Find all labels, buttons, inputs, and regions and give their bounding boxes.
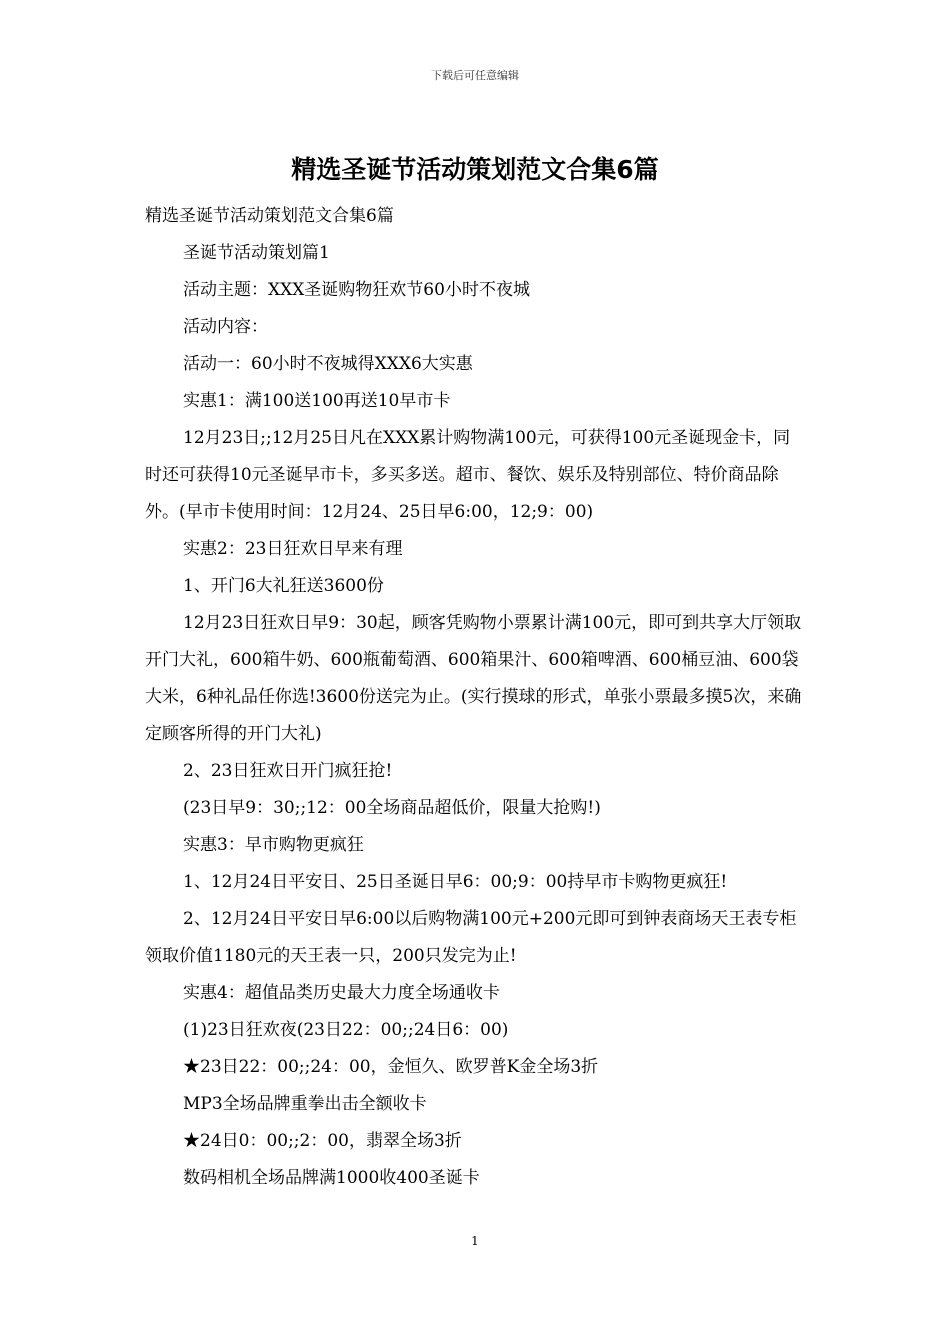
paragraph: 实惠2：23日狂欢日早来有理 [183, 539, 403, 559]
paragraph: 2、23日狂欢日开门疯狂抢! [183, 761, 393, 781]
paragraph: 实惠4：超值品类历史最大力度全场通收卡 [183, 983, 500, 1003]
paragraph: 活动主题：XXX圣诞购物狂欢节60小时不夜城 [183, 280, 530, 300]
paragraph: 12月23日狂欢日早9：30起，顾客凭购物小票累计满100元，即可到共享大厅领取开门大礼，600箱牛奶、600瓶葡萄酒、600箱果汁、600箱啤酒、600桶豆油、600袋大米，6种礼品任你选!3600份送完为止。(实行摸球的形式，单张小票最多摸5次，来确定顾客所得的开门大礼) [145, 613, 802, 744]
paragraph: 数码相机全场品牌满1000收400圣诞卡 [183, 1168, 480, 1188]
paragraph: 精选圣诞节活动策划范文合集6篇 [145, 206, 394, 226]
paragraph: 1、开门6大礼狂送3600份 [183, 576, 384, 596]
paragraph: 活动内容： [183, 317, 268, 337]
paragraph: (1)23日狂欢夜(23日22：00;;24日6：00) [183, 1020, 509, 1040]
paragraph: MP3全场品牌重拳出击全额收卡 [183, 1094, 427, 1114]
header-note: 下载后可任意编辑 [431, 69, 519, 82]
page-number: 1 [471, 1234, 479, 1248]
paragraph: 活动一：60小时不夜城得XXX6大实惠 [183, 354, 473, 374]
paragraph: 实惠3：早市购物更疯狂 [183, 835, 364, 855]
document-body [145, 198, 807, 1197]
paragraph: ★24日0：00;;2：00，翡翠全场3折 [183, 1131, 462, 1151]
paragraph: 圣诞节活动策划篇1 [183, 243, 330, 263]
paragraph: 12月23日;;12月25日凡在XXX累计购物满100元，可获得100元圣诞现金卡，同时还可获得10元圣诞早市卡，多买多送。超市、餐饮、娱乐及特别部位、特价商品除外。(早市卡使用时间：12月24、25日早6:00，12;9：00) [145, 428, 791, 522]
paragraph: ★23日22：00;;24：00，金恒久、欧罗普K金全场3折 [183, 1057, 599, 1077]
paragraph: 2、12月24日平安日早6:00以后购物满100元+200元即可到钟表商场天王表专柜领取价值1180元的天王表一只，200只发完为止! [145, 909, 797, 966]
document-title: 精选圣诞节活动策划范文合集6篇 [291, 155, 659, 184]
paragraph: 1、12月24日平安日、25日圣诞日早6：00;9：00持早市卡购物更疯狂! [183, 872, 728, 892]
paragraph: (23日早9：30;;12：00全场商品超低价，限量大抢购!) [183, 798, 601, 818]
paragraph: 实惠1：满100送100再送10早市卡 [183, 391, 451, 411]
